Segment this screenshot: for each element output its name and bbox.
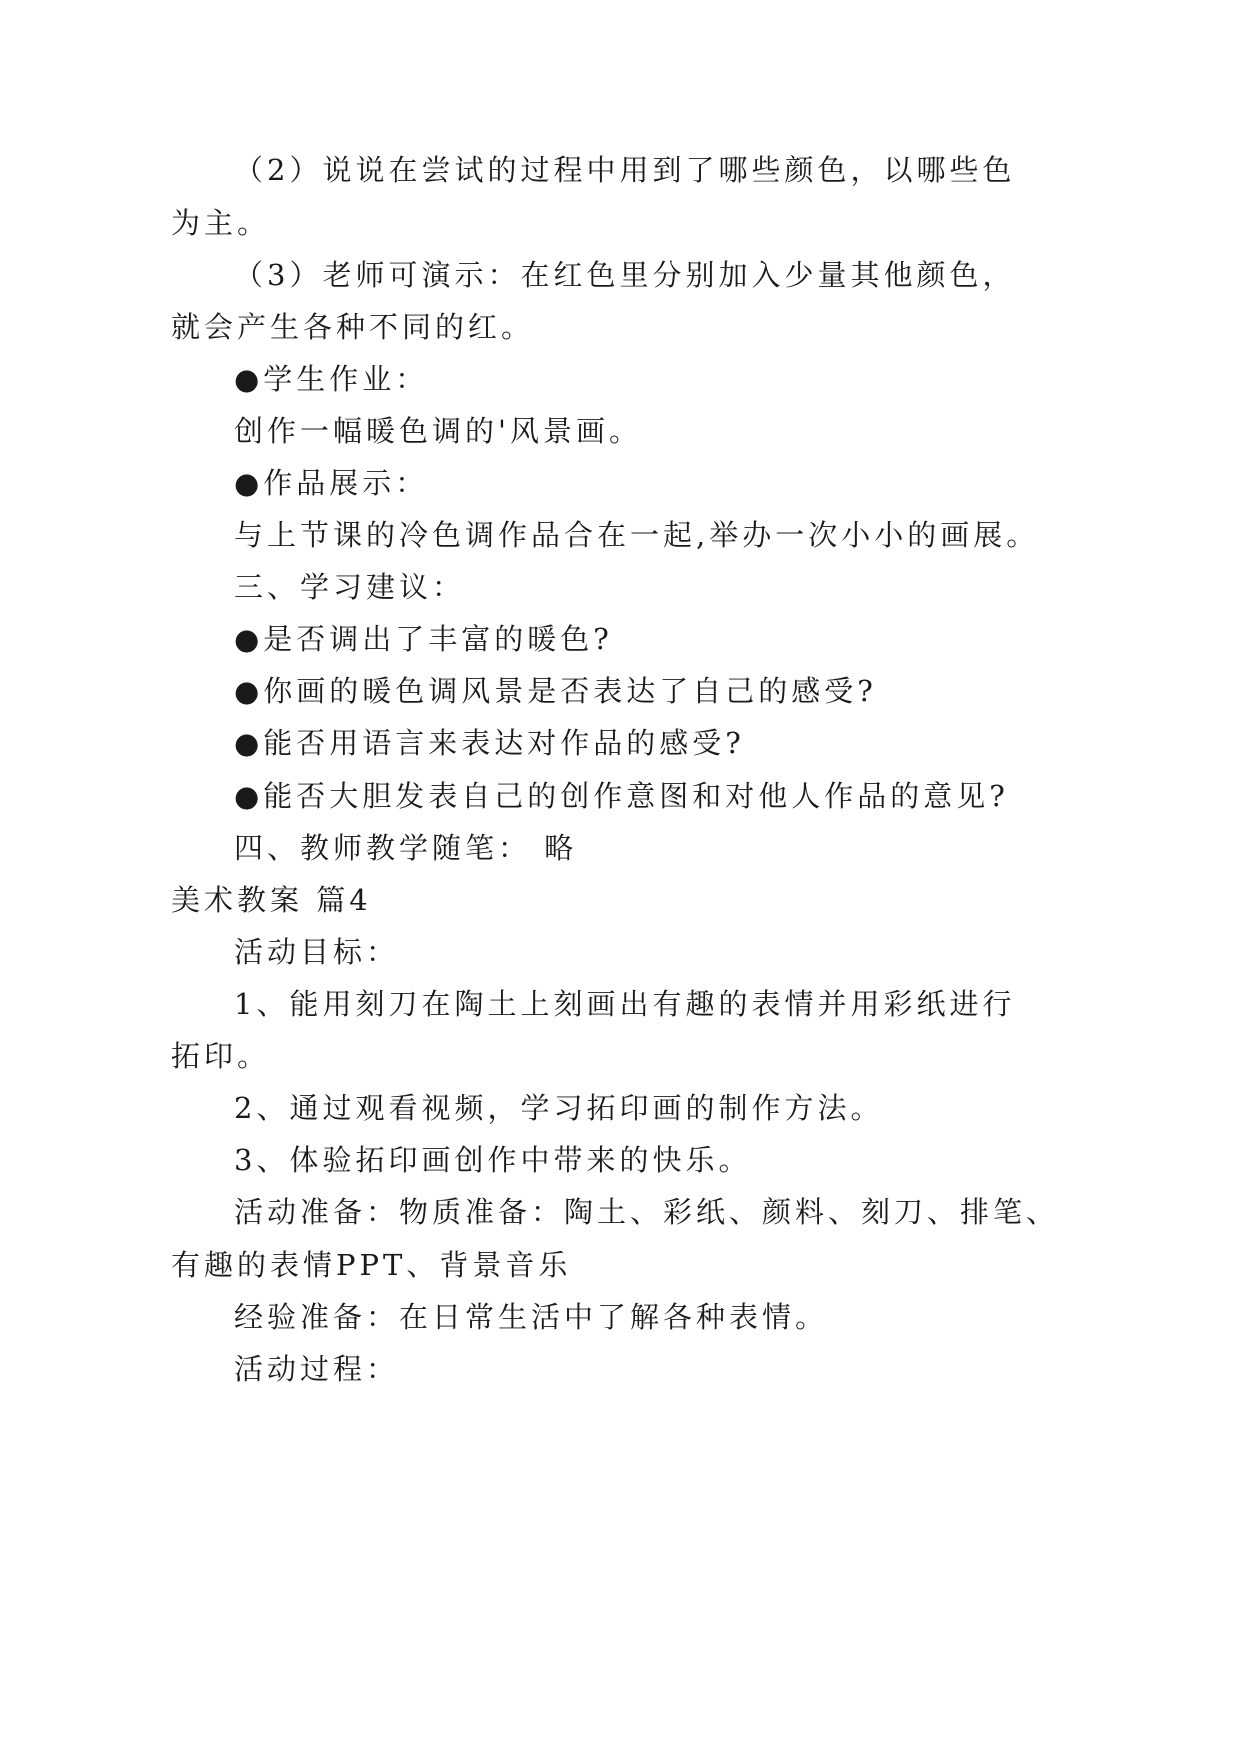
paragraph-line: 创作一幅暖色调的'风景画。 — [234, 414, 642, 448]
paragraph-line: 活动准备：物质准备：陶土、彩纸、颜料、刻刀、排笔、 — [234, 1195, 1060, 1229]
section-heading: 活动目标： — [234, 935, 400, 969]
section-heading: 活动过程： — [234, 1352, 400, 1386]
article-title: 美术教案 篇4 — [171, 883, 372, 917]
section-heading: 四、教师教学随笔： 略 — [234, 831, 578, 865]
paragraph-line: 拓印。 — [171, 1039, 271, 1073]
paragraph-line: 与上节课的冷色调作品合在一起,举办一次小小的画展。 — [234, 518, 1040, 552]
section-heading: 三、学习建议： — [234, 570, 466, 604]
paragraph-line: 有趣的表情PPT、背景音乐 — [171, 1248, 572, 1282]
paragraph-line: 1、能用刻刀在陶土上刻画出有趣的表情并用彩纸进行 — [234, 987, 1016, 1021]
paragraph-line: （2）说说在尝试的过程中用到了哪些颜色，以哪些色 — [234, 153, 1016, 187]
bullet-item: ●你画的暖色调风景是否表达了自己的感受? — [234, 674, 877, 708]
paragraph-line: （3）老师可演示：在红色里分别加入少量其他颜色， — [234, 258, 1016, 292]
paragraph-line: 就会产生各种不同的红。 — [171, 310, 535, 344]
bullet-item: ●能否用语言来表达对作品的感受? — [234, 726, 745, 760]
paragraph-line: 为主。 — [171, 206, 271, 240]
paragraph-line: 2、通过观看视频，学习拓印画的制作方法。 — [234, 1091, 884, 1125]
bullet-heading: ●作品展示： — [234, 466, 429, 500]
paragraph-line: 经验准备：在日常生活中了解各种表情。 — [234, 1300, 829, 1334]
bullet-heading: ●学生作业： — [234, 362, 429, 396]
paragraph-line: 3、体验拓印画创作中带来的快乐。 — [234, 1143, 752, 1177]
bullet-item: ●能否大胆发表自己的创作意图和对他人作品的意见? — [234, 779, 1009, 813]
bullet-item: ●是否调出了丰富的暖色? — [234, 622, 613, 656]
